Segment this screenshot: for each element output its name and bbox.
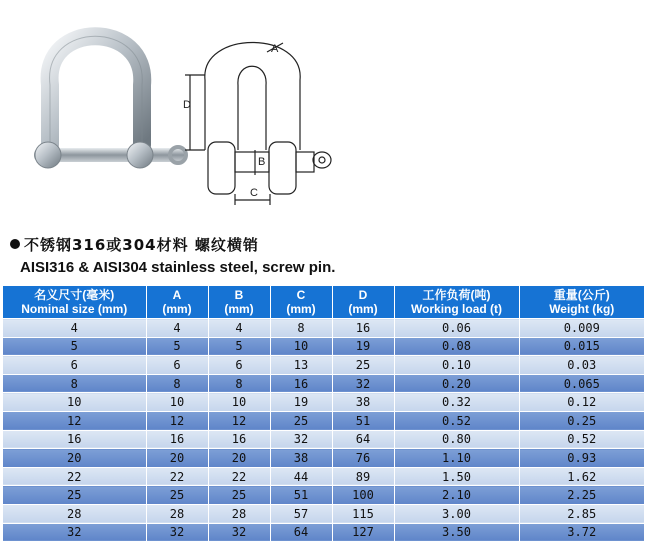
table-cell-b: 12	[208, 411, 270, 430]
table-cell-nominal-size: 8	[3, 374, 146, 393]
column-header-line2: (mm)	[348, 302, 378, 316]
table-cell-c: 25	[270, 411, 332, 430]
column-header-line1: C	[296, 288, 306, 302]
table-cell-b: 16	[208, 430, 270, 449]
column-header-line1: 名义尺寸(毫米)	[34, 288, 115, 302]
column-header-c	[270, 286, 332, 319]
table-cell-nominal-size: 22	[3, 467, 146, 486]
column-header-line2: (mm)	[224, 302, 254, 316]
column-header-line1: A	[172, 288, 182, 302]
table-cell-working-load: 1.50	[394, 467, 519, 486]
heading-chinese-text: 不锈钢316或304材料 螺纹横销	[24, 236, 259, 254]
table-cell-c: 8	[270, 319, 332, 338]
table-cell-d: 89	[332, 467, 394, 486]
table-cell-weight: 0.12	[519, 393, 644, 412]
table-cell-a: 25	[146, 486, 208, 505]
table-cell-c: 13	[270, 356, 332, 375]
column-header-line2: (mm)	[162, 302, 192, 316]
table-cell-c: 64	[270, 523, 332, 541]
table-cell-d: 115	[332, 504, 394, 523]
table-cell-working-load: 3.50	[394, 523, 519, 541]
table-cell-c: 19	[270, 393, 332, 412]
table-row	[3, 449, 644, 468]
table-row	[3, 467, 644, 486]
table-cell-c: 32	[270, 430, 332, 449]
heading-chinese-line	[10, 234, 335, 256]
table-cell-a: 5	[146, 337, 208, 356]
table-cell-d: 76	[332, 449, 394, 468]
table-cell-working-load: 0.80	[394, 430, 519, 449]
table-cell-d: 16	[332, 319, 394, 338]
table-cell-d: 64	[332, 430, 394, 449]
dimension-label-c: C	[250, 187, 258, 199]
table-cell-nominal-size: 20	[3, 449, 146, 468]
column-header-line1: D	[358, 288, 368, 302]
table-cell-a: 20	[146, 449, 208, 468]
table-cell-d: 38	[332, 393, 394, 412]
dimension-label-d: D	[183, 99, 191, 111]
table-cell-nominal-size: 28	[3, 504, 146, 523]
table-cell-d: 19	[332, 337, 394, 356]
column-header-line1: 重量(公斤)	[553, 288, 610, 302]
table-cell-weight: 0.93	[519, 449, 644, 468]
table-row	[3, 337, 644, 356]
table-cell-b: 20	[208, 449, 270, 468]
table-cell-a: 10	[146, 393, 208, 412]
column-header-nominal-size	[3, 286, 146, 319]
table-cell-a: 6	[146, 356, 208, 375]
table-cell-working-load: 0.06	[394, 319, 519, 338]
table-cell-weight: 0.03	[519, 356, 644, 375]
table-cell-b: 32	[208, 523, 270, 541]
table-row	[3, 393, 644, 412]
table-cell-d: 100	[332, 486, 394, 505]
table-cell-working-load: 3.00	[394, 504, 519, 523]
column-header-d	[332, 286, 394, 319]
product-figure	[0, 0, 650, 230]
table-body	[3, 319, 644, 542]
shackle-figure-svg	[0, 0, 650, 230]
table-cell-c: 16	[270, 374, 332, 393]
table-cell-working-load: 1.10	[394, 449, 519, 468]
table-cell-nominal-size: 25	[3, 486, 146, 505]
table-cell-c: 10	[270, 337, 332, 356]
table-cell-a: 12	[146, 411, 208, 430]
bullet-icon	[10, 239, 20, 249]
heading-english-text: AISI316 & AISI304 stainless steel, screw pin.	[20, 259, 336, 276]
table-cell-a: 16	[146, 430, 208, 449]
table-cell-weight: 3.72	[519, 523, 644, 541]
table-cell-b: 8	[208, 374, 270, 393]
table-cell-b: 28	[208, 504, 270, 523]
table-cell-d: 25	[332, 356, 394, 375]
table-cell-weight: 0.52	[519, 430, 644, 449]
table-cell-weight: 0.25	[519, 411, 644, 430]
specification-table	[3, 286, 644, 541]
table-cell-weight: 1.62	[519, 467, 644, 486]
table-row	[3, 523, 644, 541]
table-cell-d: 127	[332, 523, 394, 541]
table-row	[3, 319, 644, 338]
column-header-a	[146, 286, 208, 319]
shackle-photo	[34, 36, 186, 168]
table-cell-working-load: 0.52	[394, 411, 519, 430]
column-header-line2: Working load (t)	[410, 302, 503, 316]
table-cell-weight: 0.009	[519, 319, 644, 338]
table-cell-a: 32	[146, 523, 208, 541]
dimension-label-b: B	[258, 156, 266, 168]
table-row	[3, 411, 644, 430]
column-header-working-load	[394, 286, 519, 319]
shackle-technical-drawing	[185, 43, 331, 206]
table-cell-b: 10	[208, 393, 270, 412]
column-header-line1: 工作负荷(吨)	[422, 288, 491, 302]
column-header-line2: Weight (kg)	[549, 302, 615, 316]
table-cell-a: 4	[146, 319, 208, 338]
table-cell-nominal-size: 4	[3, 319, 146, 338]
table-cell-a: 28	[146, 504, 208, 523]
table-header-row	[3, 286, 644, 319]
table-cell-c: 44	[270, 467, 332, 486]
column-header-line2: (mm)	[286, 302, 316, 316]
table-row	[3, 430, 644, 449]
column-header-b	[208, 286, 270, 319]
column-header-weight	[519, 286, 644, 319]
dimension-label-a: A	[271, 43, 279, 55]
table-row	[3, 356, 644, 375]
table-cell-b: 5	[208, 337, 270, 356]
column-header-line1: B	[234, 288, 244, 302]
table-cell-d: 51	[332, 411, 394, 430]
table-cell-d: 32	[332, 374, 394, 393]
table-row	[3, 504, 644, 523]
table-row	[3, 374, 644, 393]
table-header	[3, 286, 644, 319]
table-cell-weight: 2.25	[519, 486, 644, 505]
table-cell-c: 57	[270, 504, 332, 523]
column-header-line2: Nominal size (mm)	[21, 302, 128, 316]
table-row	[3, 486, 644, 505]
table-cell-weight: 2.85	[519, 504, 644, 523]
table-cell-c: 38	[270, 449, 332, 468]
table-cell-working-load: 2.10	[394, 486, 519, 505]
table-cell-nominal-size: 16	[3, 430, 146, 449]
table-cell-working-load: 0.08	[394, 337, 519, 356]
table-cell-nominal-size: 12	[3, 411, 146, 430]
table-cell-c: 51	[270, 486, 332, 505]
table-cell-b: 22	[208, 467, 270, 486]
table-cell-weight: 0.015	[519, 337, 644, 356]
table-cell-working-load: 0.10	[394, 356, 519, 375]
table-cell-nominal-size: 10	[3, 393, 146, 412]
table-cell-working-load: 0.32	[394, 393, 519, 412]
table-cell-a: 8	[146, 374, 208, 393]
table-cell-nominal-size: 5	[3, 337, 146, 356]
table-cell-b: 25	[208, 486, 270, 505]
table-cell-b: 4	[208, 319, 270, 338]
table-cell-a: 22	[146, 467, 208, 486]
table-cell-b: 6	[208, 356, 270, 375]
table-cell-nominal-size: 6	[3, 356, 146, 375]
table-cell-nominal-size: 32	[3, 523, 146, 541]
product-heading	[10, 234, 335, 280]
table-cell-working-load: 0.20	[394, 374, 519, 393]
table-cell-weight: 0.065	[519, 374, 644, 393]
